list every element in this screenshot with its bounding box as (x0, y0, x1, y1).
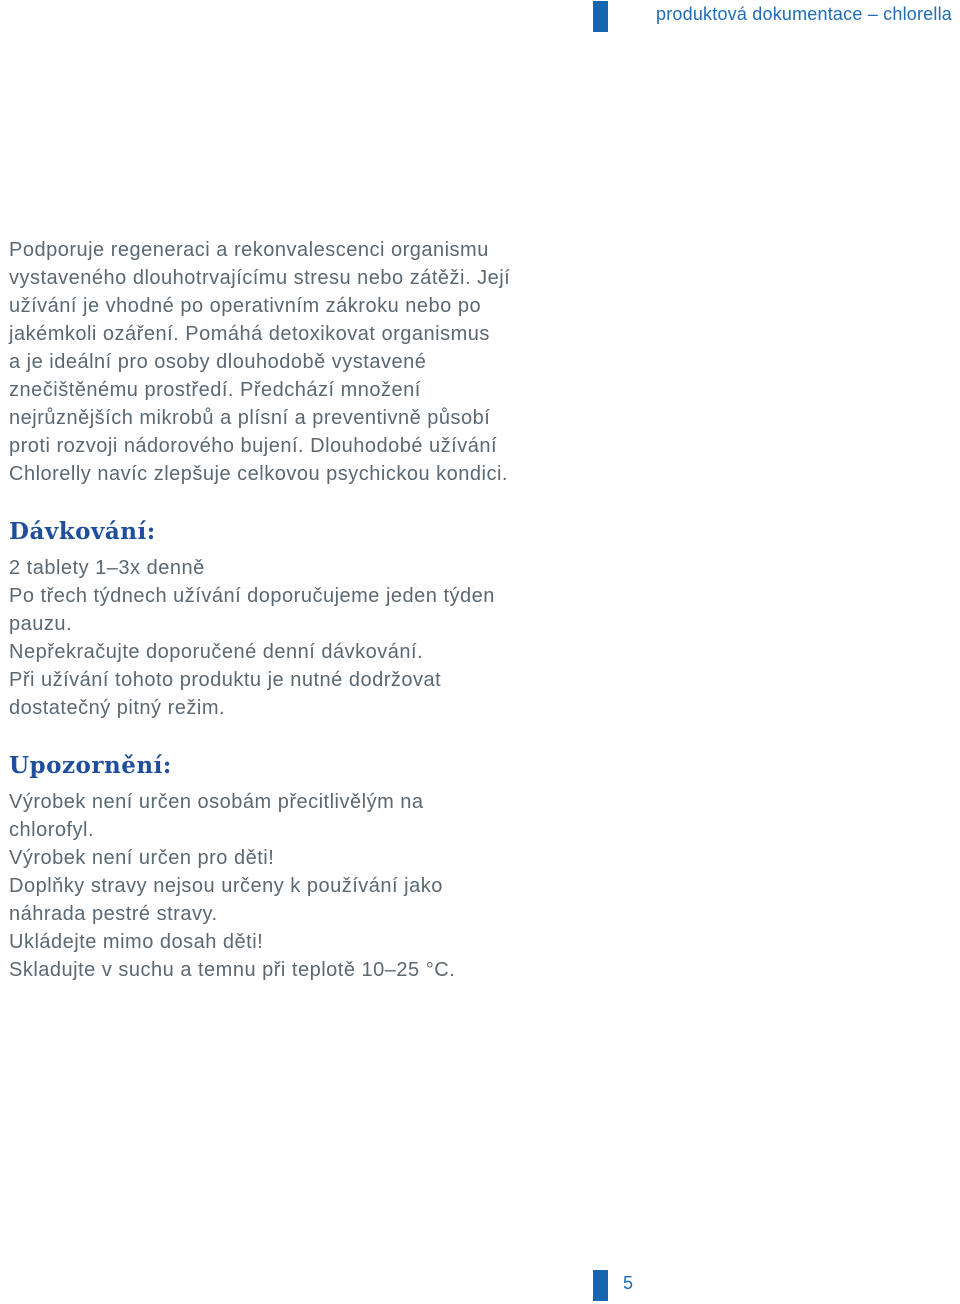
intro-line: Chlorelly navíc zlepšuje celkovou psychickou kondici. (9, 463, 508, 485)
intro-line: jakémkoli ozáření. Pomáhá detoxikovat organismus (9, 323, 490, 345)
intro-line: a je ideální pro osoby dlouhodobě vystavené (9, 351, 427, 373)
warning-heading: Upozornění: (9, 752, 172, 779)
warning-line: chlorofyl. (9, 819, 95, 841)
footer-accent-bar (593, 1270, 608, 1301)
document-title: produktová dokumentace – chlorella (656, 4, 952, 24)
intro-line: nejrůznějších mikrobů a plísní a preventivně působí (9, 407, 491, 429)
intro-line: Podporuje regeneraci a rekonvalescenci organismu (9, 239, 489, 261)
warning-line: Ukládejte mimo dosah děti! (9, 931, 264, 953)
warning-line: Výrobek není určen osobám přecitlivělým na (9, 791, 424, 813)
intro-line: znečištěnému prostředí. Předchází množení (9, 379, 421, 401)
header-accent-bar (593, 1, 608, 32)
dosage-section (9, 554, 609, 722)
intro-line: proti rozvoji nádorového bujení. Dlouhodobé užívání (9, 435, 498, 457)
intro-line: užívání je vhodné po operativním zákroku nebo po (9, 295, 482, 317)
warning-line: Výrobek není určen pro děti! (9, 847, 275, 869)
dosage-heading: Dávkování: (9, 518, 156, 545)
dosage-line: Nepřekračujte doporučené denní dávkování. (9, 641, 424, 663)
warning-section (9, 788, 609, 984)
intro-paragraph (9, 236, 609, 488)
dosage-line: 2 tablety 1–3x denně (9, 557, 205, 579)
warning-line: Doplňky stravy nejsou určeny k používání jako (9, 875, 443, 897)
dosage-line: Po třech týdnech užívání doporučujeme jeden týden (9, 585, 495, 607)
main-content (9, 236, 609, 984)
dosage-line: dostatečný pitný režim. (9, 697, 226, 719)
dosage-line: pauzu. (9, 613, 73, 635)
page-number: 5 (623, 1273, 634, 1293)
intro-line: vystaveného dlouhotrvajícímu stresu nebo zátěži. Její (9, 267, 511, 289)
dosage-line: Při užívání tohoto produktu je nutné dodržovat (9, 669, 442, 691)
warning-line: Skladujte v suchu a temnu při teplotě 10–25 °C. (9, 959, 456, 981)
warning-line: náhrada pestré stravy. (9, 903, 218, 925)
